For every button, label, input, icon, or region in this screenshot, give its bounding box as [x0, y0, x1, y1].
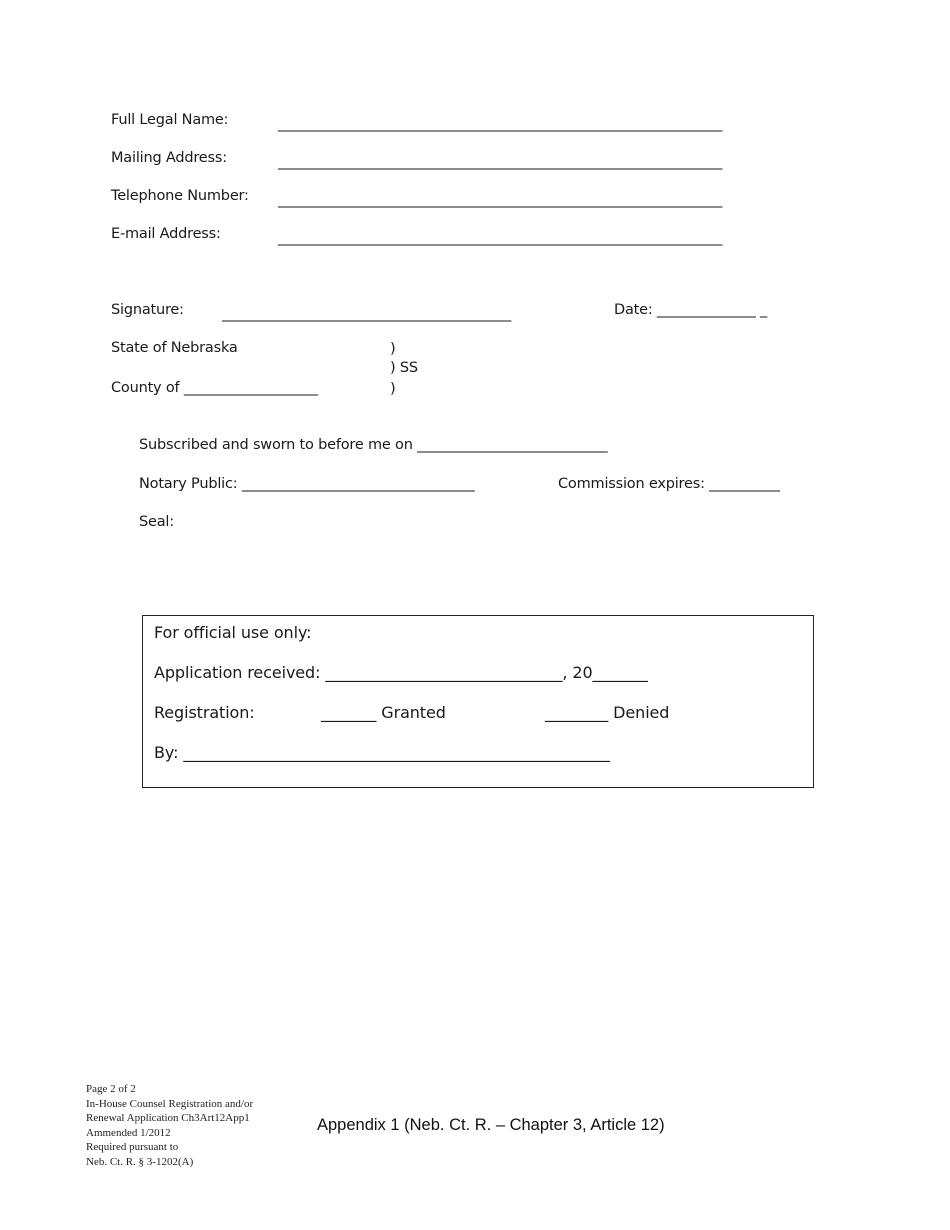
signature-label: Signature:	[111, 302, 184, 318]
registration-label: Registration:	[154, 703, 255, 722]
telephone-number-field[interactable]: _______________________________________________________________	[278, 192, 723, 208]
denied-option[interactable]: ________ Denied	[545, 703, 670, 722]
full-legal-name-field[interactable]: _______________________________________________________________	[278, 116, 723, 132]
seal-label: Seal:	[139, 514, 174, 530]
date-field[interactable]: Date: ______________ _	[614, 302, 768, 318]
full-legal-name-label: Full Legal Name:	[111, 112, 229, 128]
county-field[interactable]: County of ___________________	[111, 380, 318, 396]
granted-option[interactable]: _______ Granted	[321, 703, 446, 722]
signature-field[interactable]: _________________________________________	[222, 306, 512, 322]
footer-line: In-House Counsel Registration and/or	[86, 1097, 254, 1110]
by-field[interactable]: By: ______________________________________________________	[154, 743, 610, 762]
footer-line: Page 2 of 2	[86, 1083, 136, 1095]
email-address-field[interactable]: _______________________________________________________________	[278, 230, 723, 246]
footer-line: Renewal Application Ch3Art12App1	[86, 1112, 250, 1125]
state-of-nebraska: State of Nebraska	[111, 340, 238, 356]
venue-bracket-top: )	[390, 341, 396, 357]
footer-meta	[86, 1082, 253, 1170]
application-received-field[interactable]: Application received: ______________________________, 20_______	[154, 663, 648, 682]
footer-line: Neb. Ct. R. § 3-1202(A)	[86, 1155, 194, 1168]
footer-line: Ammended 1/2012	[86, 1126, 171, 1139]
official-use-heading: For official use only:	[154, 623, 312, 642]
notary-public-field[interactable]: Notary Public: _________________________________	[139, 476, 475, 492]
subscribed-sworn-field[interactable]: Subscribed and sworn to before me on ___________________________	[139, 437, 608, 453]
appendix-title: Appendix 1 (Neb. Ct. R. – Chapter 3, Article 12)	[317, 1116, 665, 1134]
telephone-number-label: Telephone Number:	[111, 188, 249, 204]
mailing-address-field[interactable]: _______________________________________________________________	[278, 154, 723, 170]
venue-bracket-ss: ) SS	[390, 360, 418, 376]
venue-bracket-bottom: )	[390, 381, 396, 397]
mailing-address-label: Mailing Address:	[111, 150, 227, 166]
footer-line: Required pursuant to	[86, 1141, 179, 1154]
commission-expires-field[interactable]: Commission expires: __________	[558, 476, 780, 492]
email-address-label: E-mail Address:	[111, 226, 221, 242]
